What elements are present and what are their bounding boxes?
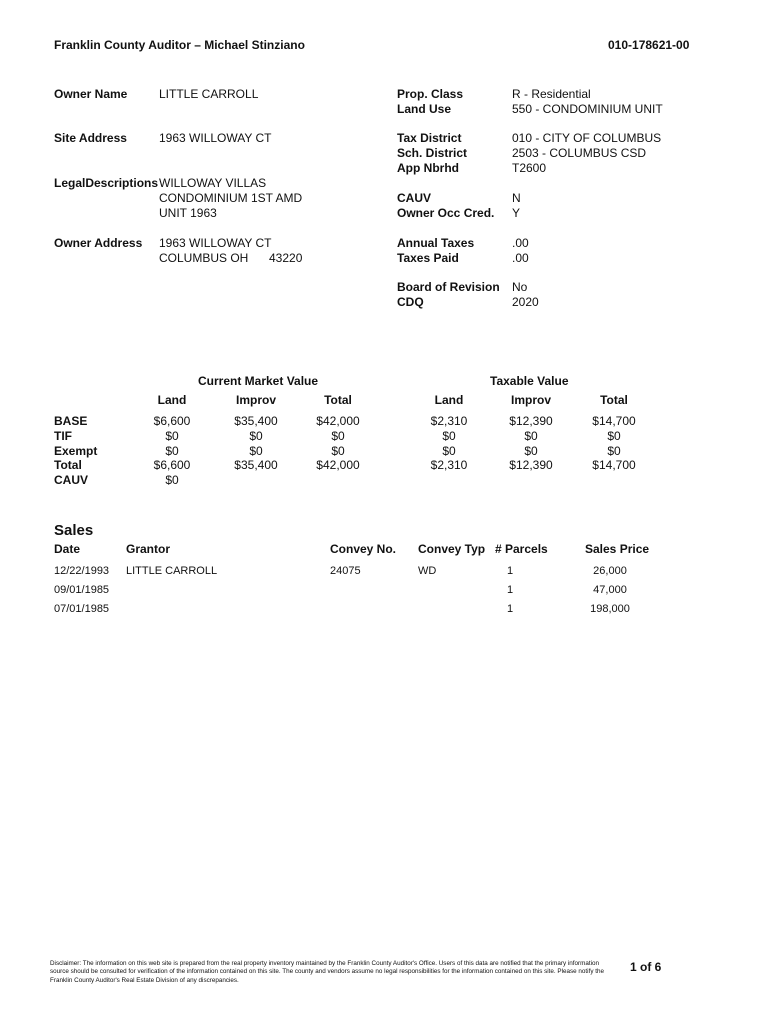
sale-parcels: 1 (506, 565, 514, 577)
parcel-id: 010-178621-00 (608, 38, 690, 52)
owner-occ-cred-value: Y (512, 206, 521, 220)
board-of-revision-label: Board of Revision (397, 280, 500, 294)
cdq-value: 2020 (512, 295, 539, 309)
value-cell: $6,600 (153, 458, 191, 473)
value-cell: $35,400 (234, 414, 278, 428)
owner-address-zip: 43220 (269, 251, 303, 265)
disclaimer: Disclaimer: The information on this web site is prepared from the real property inventory maintained by the Franklin County Auditor's Office. Users of this data are notified that the primary information source should be consulted for verification of the information contained on this site. The county and vendors assume no legal responsibilities for the information contained on this site. Please notify the Franklin County Auditor's Real Estate Division of any discrepancies. (50, 960, 604, 984)
app-nbrhd-value: T2600 (512, 161, 547, 175)
value-cell: $0 (331, 428, 345, 443)
sale-parcels: 1 (506, 584, 514, 596)
cauv-labels (397, 191, 494, 221)
row-label-exempt: Exempt (54, 443, 98, 458)
market-total-column (308, 414, 368, 473)
prop-class-labels (397, 87, 463, 117)
market-improv-column (226, 414, 286, 473)
sales-title: Sales (54, 522, 94, 539)
row-label-base: BASE (54, 414, 88, 428)
value-cell: $2,310 (430, 458, 468, 473)
annual-taxes-label: Annual Taxes (397, 236, 475, 250)
value-cell: $0 (249, 443, 263, 458)
value-cell: $0 (165, 473, 179, 488)
value-cell: $12,390 (509, 458, 553, 473)
col-header-taxable-land: Land (434, 393, 464, 407)
taxes-paid-label: Taxes Paid (397, 251, 459, 265)
sale-price: 47,000 (593, 584, 627, 596)
land-use-value: 550 - CONDOMINIUM UNIT (512, 102, 663, 116)
value-cell: $14,700 (592, 414, 636, 428)
sales-header-parcels: # Parcels (495, 542, 548, 556)
sch-district-value: 2503 - COLUMBUS CSD (512, 146, 647, 160)
value-row-labels (54, 414, 97, 488)
value-cell: $0 (165, 443, 179, 458)
value-cell: $0 (607, 428, 621, 443)
sch-district-label: Sch. District (397, 146, 468, 160)
legal-line-2: CONDOMINIUM 1ST AMD (159, 191, 303, 205)
taxes-paid-value: .00 (512, 251, 529, 265)
owner-name-value (159, 87, 258, 102)
land-use-label: Land Use (397, 102, 452, 116)
sales-header-price: Sales Price (585, 542, 650, 556)
col-header-land: Land (157, 393, 187, 407)
value-cell: $42,000 (316, 458, 360, 473)
col-header-improv: Improv (235, 393, 276, 407)
owner-address-line-2: COLUMBUS OH (159, 251, 249, 265)
sales-header-date: Date (54, 542, 81, 556)
sales-header-convey-typ: Convey Typ (418, 542, 486, 556)
market-land-column (142, 414, 202, 488)
col-header-total: Total (324, 393, 352, 407)
tax-district-label: Tax District (397, 131, 462, 145)
col-header-taxable-improv: Improv (510, 393, 551, 407)
taxable-total-column (584, 414, 644, 473)
sale-date: 09/01/1985 (54, 584, 110, 596)
value-cell: $12,390 (509, 414, 553, 428)
owner-occ-cred-label: Owner Occ Cred. (397, 206, 495, 220)
sale-date: 12/22/1993 (54, 565, 110, 577)
taxable-value-title: Taxable Value (490, 374, 569, 388)
prop-class-value: R - Residential (512, 87, 591, 101)
sales-header-grantor: Grantor (126, 542, 171, 556)
tax-district-labels (397, 131, 467, 176)
owner-address-line-1: 1963 WILLOWAY CT (159, 236, 272, 250)
site-address-label: Site Address (54, 131, 127, 145)
taxable-improv-column (501, 414, 561, 473)
app-nbrhd-label: App Nbrhd (397, 161, 459, 175)
value-cell: $0 (607, 443, 621, 458)
taxes-values (512, 236, 529, 266)
sale-grantor: LITTLE CARROLL (126, 565, 218, 577)
sales-header-convey-no: Convey No. (330, 542, 397, 556)
row-label-tif: TIF (54, 428, 72, 443)
annual-taxes-value: .00 (512, 236, 529, 250)
value-cell: $2,310 (430, 414, 468, 428)
value-cell: $42,000 (316, 414, 360, 428)
value-cell: $0 (442, 428, 456, 443)
owner-name-label: Owner Name (54, 87, 128, 101)
row-label-cauv: CAUV (54, 473, 89, 488)
taxable-land-column (419, 414, 479, 473)
value-cell: $0 (165, 428, 179, 443)
value-cell: $14,700 (592, 458, 636, 473)
prop-class-label: Prop. Class (397, 87, 464, 101)
site-address-line: 1963 WILLOWAY CT (159, 131, 272, 145)
value-cell: $0 (331, 443, 345, 458)
bor-labels (397, 280, 500, 310)
owner-address-label: Owner Address (54, 236, 143, 250)
prop-class-values (512, 87, 663, 117)
tax-district-values (512, 131, 661, 176)
sale-convey-no: 24075 (330, 565, 361, 577)
cauv-label: CAUV (397, 191, 432, 205)
value-cell: $0 (524, 428, 538, 443)
value-cell: $35,400 (234, 458, 278, 473)
report-title: Franklin County Auditor – Michael Stinziano (54, 38, 305, 52)
value-cell: $0 (442, 443, 456, 458)
sale-price: 26,000 (593, 565, 627, 577)
legal-line-1: WILLOWAY VILLAS (159, 176, 267, 190)
tax-district-value: 010 - CITY OF COLUMBUS (512, 131, 662, 145)
row-label-total: Total (54, 458, 82, 473)
page-number: 1 of 6 (630, 960, 662, 974)
legal-descriptions-value (159, 176, 302, 221)
sale-convey-typ: WD (418, 565, 437, 577)
taxes-labels (397, 236, 474, 266)
col-header-taxable-total: Total (600, 393, 628, 407)
value-cell: $0 (524, 443, 538, 458)
cdq-label: CDQ (397, 295, 424, 309)
legal-descriptions-label: LegalDescriptions (54, 176, 159, 190)
cauv-values (512, 191, 521, 221)
cauv-value: N (512, 191, 521, 205)
owner-name-line: LITTLE CARROLL (159, 87, 259, 101)
value-cell: $6,600 (153, 414, 191, 428)
sale-parcels: 1 (506, 603, 514, 615)
bor-values (512, 280, 539, 310)
sale-price: 198,000 (590, 603, 630, 615)
board-of-revision-value: No (512, 280, 528, 294)
sale-date: 07/01/1985 (54, 603, 110, 615)
owner-address-value (159, 236, 271, 266)
current-market-value-title: Current Market Value (198, 374, 319, 388)
legal-line-3: UNIT 1963 (159, 206, 217, 220)
site-address-value (159, 131, 271, 146)
value-cell: $0 (249, 428, 263, 443)
